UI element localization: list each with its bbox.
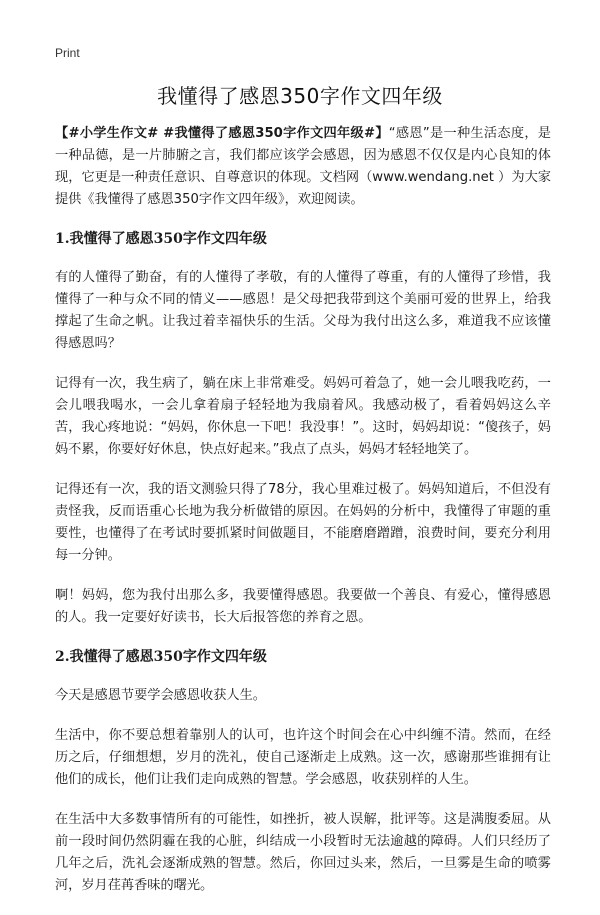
- section-heading-2: 2.我懂得了感恩350字作文四年级: [55, 649, 267, 665]
- section-2-paragraph: 今天是感恩节要学会感恩收获人生。: [55, 688, 266, 703]
- print-label: Print: [55, 46, 80, 60]
- section-1-paragraph: 啊！妈妈，您为我付出那么多，我要懂得感恩。我要做一个善良、有爱心，懂得感恩的人。我一定要好好读书，长大后报答您的养育之恩。: [55, 588, 551, 625]
- section-1-paragraph: 记得还有一次，我的语文测验只得了78分，我心里难过极了。妈妈知道后，不但没有责怪我，反而语重心长地为我分析做错的原因。在妈妈的分析中，我懂得了审题的重要性，也懂得了在考试时要抓紧时间做题目，不能磨磨蹭蹭，浪费时间，要充分利用每一分钟。: [55, 482, 551, 563]
- document-body: [55, 123, 551, 915]
- section-2-paragraph: 生活中，你不要总想着靠别人的认可，也许这个时间会在心中纠缠不清。然而，在经历之后，仔细想想，岁月的洗礼，使自己逐渐走上成熟。这一次，感谢那些谁拥有让他们的成长，他们让我们走向成熟的智慧。学会感恩，收获别样的人生。: [55, 728, 551, 787]
- intro-text: “感恩”是一种生活态度，是一种品德，是一片肺腑之言，我们都应该学会感恩，因为感恩不仅仅是内心良知的体现，它更是一种责任意识、自尊意识的体现。文档网（www.wendang.net ）为大家提供《我懂得了感恩350字作文四年级》，欢迎阅读。: [55, 126, 551, 207]
- section-heading-1: 1.我懂得了感恩350字作文四年级: [55, 231, 267, 247]
- section-2-paragraph: 在生活中大多数事情所有的可能性，如挫折，被人误解，批评等。这是满腹委屈。从前一段时间仍然阴霾在我的心脏，纠结成一小段暂时无法逾越的障碍。人们只经历了几年之后，洗礼会逐渐成熟的智慧。然后，你回过头来，然后，一旦雾是生命的喷雾河，岁月荏苒香味的曙光。: [55, 812, 551, 893]
- intro-tags: 【#小学生作文# #我懂得了感恩350字作文四年级#】: [55, 126, 389, 141]
- intro-paragraph: [55, 123, 551, 211]
- page-title: 我懂得了感恩350字作文四年级: [157, 84, 443, 108]
- section-1-paragraph: 有的人懂得了勤奋，有的人懂得了孝敬，有的人懂得了尊重，有的人懂得了珍惜，我懂得了一种与众不同的情义——感恩！是父母把我带到这个美丽可爱的世界上，给我撑起了生命之帆。让我过着幸福快乐的生活。父母为我付出这么多，难道我不应该懂得感恩吗？: [55, 270, 551, 351]
- section-1-paragraph: 记得有一次，我生病了，躺在床上非常难受。妈妈可着急了，她一会儿喂我吃药，一会儿喂我喝水，一会儿拿着扇子轻轻地为我扇着风。我感动极了，看着妈妈这么辛苦，我心疼地说：“妈妈，你休息一下吧！我没事！”。这时，妈妈却说：“傻孩子，妈妈不累，你要好好休息，快点好起来。”我点了点头，妈妈才轻轻地笑了。: [55, 376, 551, 457]
